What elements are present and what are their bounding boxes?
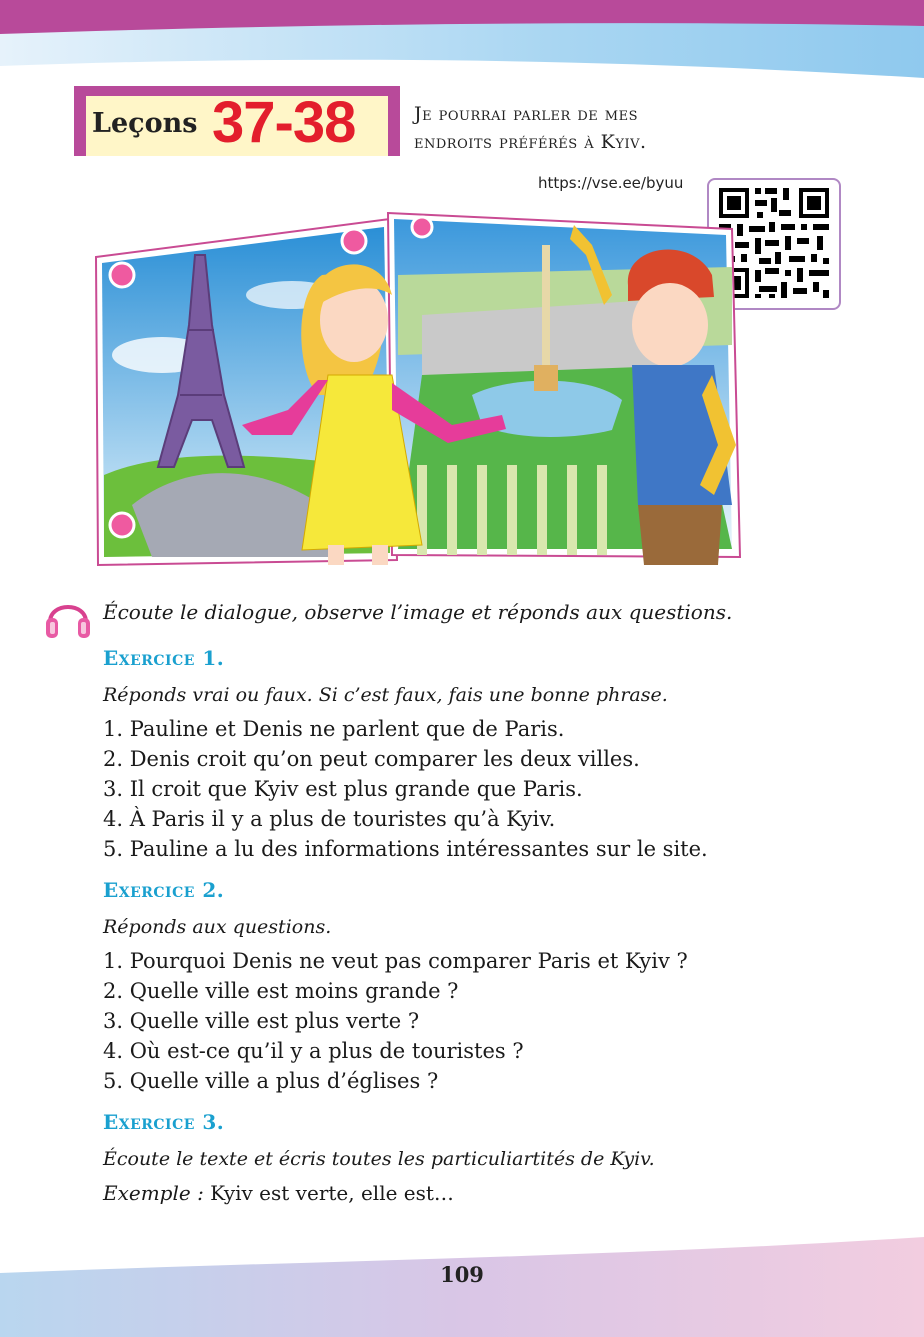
exercise-3-title: Exercice 3.: [103, 1110, 225, 1134]
list-item: 3. Il croit que Kyiv est plus grande que Paris.: [103, 777, 583, 801]
exercise-3-instruction: Écoute le texte et écris toutes les particuliartités de Kyiv.: [103, 1148, 655, 1170]
list-item: 5. Quelle ville a plus d’églises ?: [103, 1069, 439, 1093]
exercise-1-title: Exercice 1.: [103, 646, 225, 670]
lesson-title-line2: endroits préférés à Kyiv.: [414, 131, 647, 153]
intro-instruction: Écoute le dialogue, observe l’image et réponds aux questions.: [103, 600, 733, 624]
lesson-title-line1: Je pourrai parler de mes: [414, 103, 638, 125]
list-item: 3. Quelle ville est plus verte ?: [103, 1009, 420, 1033]
exercise-2-title: Exercice 2.: [103, 878, 225, 902]
example-label: Exemple :: [103, 1181, 204, 1205]
list-item: 5. Pauline a lu des informations intéressantes sur le site.: [103, 837, 708, 861]
list-item: 2. Denis croit qu’on peut comparer les deux villes.: [103, 747, 640, 771]
list-item: 4. À Paris il y a plus de touristes qu’à Kyiv.: [103, 807, 556, 831]
lesson-number: 37-38: [212, 90, 356, 155]
list-item: 1. Pourquoi Denis ne veut pas comparer Paris et Kyiv ?: [103, 949, 688, 973]
illustration-paris-kyiv: [92, 205, 744, 570]
exercise-2-list: [103, 946, 688, 1096]
headphones-icon: [42, 592, 94, 642]
exercise-3-example: [103, 1181, 454, 1205]
list-item: 2. Quelle ville est moins grande ?: [103, 979, 459, 1003]
list-item: 1. Pauline et Denis ne parlent que de Paris.: [103, 717, 565, 741]
exercise-2-instruction: Réponds aux questions.: [103, 916, 332, 938]
qr-link[interactable]: https://vse.ee/byuu: [538, 174, 684, 192]
lesson-title: [414, 100, 744, 156]
exercise-1-list: [103, 714, 708, 864]
exercise-1-instruction: Réponds vrai ou faux. Si c’est faux, fais une bonne phrase.: [103, 684, 668, 706]
top-decorative-band: [0, 0, 924, 90]
page-number: 109: [440, 1262, 484, 1287]
example-text: Kyiv est verte, elle est…: [203, 1181, 454, 1205]
list-item: 4. Où est-ce qu’il y a plus de touristes ?: [103, 1039, 524, 1063]
lesson-label: Leçons: [92, 108, 198, 139]
